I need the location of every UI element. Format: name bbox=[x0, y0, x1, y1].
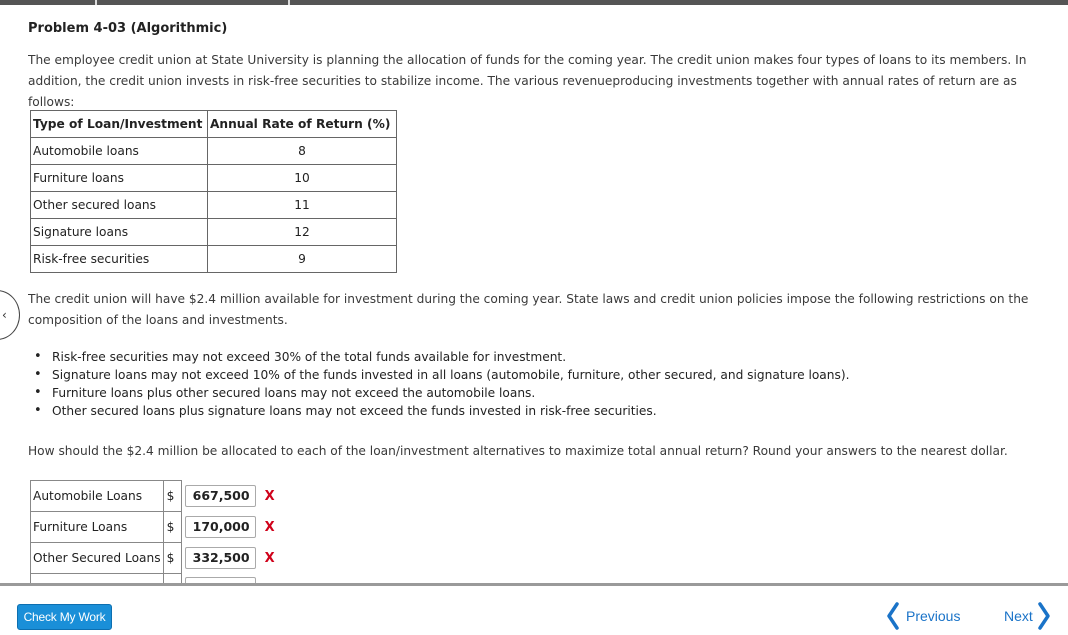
rates-table bbox=[30, 110, 397, 273]
rate-cell: 11 bbox=[208, 192, 397, 219]
loan-type-cell: Furniture loans bbox=[31, 165, 208, 192]
table-row bbox=[31, 138, 397, 165]
answer-cell bbox=[181, 574, 279, 584]
rate-cell: 12 bbox=[208, 219, 397, 246]
intro-line: The employee credit union at State University is planning the allocation of funds for the coming year. The credit union makes four types of loans to its members. In bbox=[28, 53, 1027, 67]
currency-symbol: $ bbox=[163, 543, 181, 574]
other-secured-loans-input[interactable]: 332,500 bbox=[185, 547, 256, 569]
loan-type-cell: Signature loans bbox=[31, 219, 208, 246]
currency-symbol: $ bbox=[163, 512, 181, 543]
question-text: How should the $2.4 million be allocated to each of the loan/investment alternatives to maximize total annual return? Round your answers to the nearest dollar. bbox=[28, 444, 1008, 458]
next-label: Next bbox=[1004, 608, 1033, 624]
answer-row bbox=[31, 512, 280, 543]
footer-bar bbox=[0, 586, 1068, 635]
incorrect-icon: X bbox=[264, 551, 275, 566]
intro-line: addition, the credit union invests in risk-free securities to stabilize income. The various revenueproducing investments together with annual rates of return are as follows: bbox=[28, 74, 1017, 109]
list-item: • Risk-free securities may not exceed 30% of the total funds available for investment. bbox=[28, 348, 849, 366]
answer-row-partial bbox=[31, 574, 280, 584]
table-row bbox=[31, 246, 397, 273]
currency-symbol: $ bbox=[163, 481, 181, 512]
check-my-work-button[interactable]: Check My Work bbox=[17, 604, 112, 630]
currency-symbol bbox=[163, 574, 181, 584]
incorrect-icon: X bbox=[264, 489, 275, 504]
table-row bbox=[31, 165, 397, 192]
answer-row bbox=[31, 543, 280, 574]
column-header-rate: Annual Rate of Return (%) bbox=[208, 111, 397, 138]
column-header-type: Type of Loan/Investment bbox=[31, 111, 208, 138]
rate-cell: 10 bbox=[208, 165, 397, 192]
chevron-left-icon bbox=[886, 601, 900, 631]
loan-type-cell: Risk-free securities bbox=[31, 246, 208, 273]
answer-label bbox=[31, 574, 164, 584]
list-item: • Other secured loans plus signature loans may not exceed the funds invested in risk-free securities. bbox=[28, 402, 849, 420]
restrictions-list bbox=[28, 348, 849, 420]
list-item: • Furniture loans plus other secured loans may not exceed the automobile loans. bbox=[28, 384, 849, 402]
answer-label: Other Secured Loans bbox=[31, 543, 164, 574]
automobile-loans-input[interactable]: 667,500 bbox=[185, 485, 256, 507]
answer-table bbox=[30, 480, 280, 583]
previous-label: Previous bbox=[906, 608, 961, 624]
loan-type-cell: Automobile loans bbox=[31, 138, 208, 165]
answer-cell bbox=[181, 481, 279, 512]
table-header-row bbox=[31, 111, 397, 138]
chevron-right-icon bbox=[1037, 601, 1051, 631]
answer-label: Furniture Loans bbox=[31, 512, 164, 543]
list-item: • Signature loans may not exceed 10% of the funds invested in all loans (automobile, furniture, other secured, and signature loans). bbox=[28, 366, 849, 384]
problem-intro bbox=[28, 50, 1063, 113]
problem-title: Problem 4-03 (Algorithmic) bbox=[28, 21, 228, 36]
answer-row bbox=[31, 481, 280, 512]
table-row bbox=[31, 192, 397, 219]
rate-cell: 9 bbox=[208, 246, 397, 273]
furniture-loans-input[interactable]: 170,000 bbox=[185, 516, 256, 538]
answer-label: Automobile Loans bbox=[31, 481, 164, 512]
incorrect-icon: X bbox=[264, 520, 275, 535]
side-panel-toggle[interactable] bbox=[0, 290, 22, 342]
next-button[interactable] bbox=[1004, 600, 1051, 632]
table-row bbox=[31, 219, 397, 246]
availability-line: composition of the loans and investments. bbox=[28, 313, 288, 327]
previous-button[interactable] bbox=[886, 600, 960, 632]
availability-text bbox=[28, 289, 1063, 331]
availability-line: The credit union will have $2.4 million available for investment during the coming year. State laws and credit union policies impose the following restrictions on the bbox=[28, 292, 1029, 306]
problem-content bbox=[28, 0, 1063, 583]
answer-cell bbox=[181, 543, 279, 574]
loan-type-cell: Other secured loans bbox=[31, 192, 208, 219]
rate-cell: 8 bbox=[208, 138, 397, 165]
chevron-left-icon: ‹ bbox=[2, 308, 7, 322]
answer-cell bbox=[181, 512, 279, 543]
